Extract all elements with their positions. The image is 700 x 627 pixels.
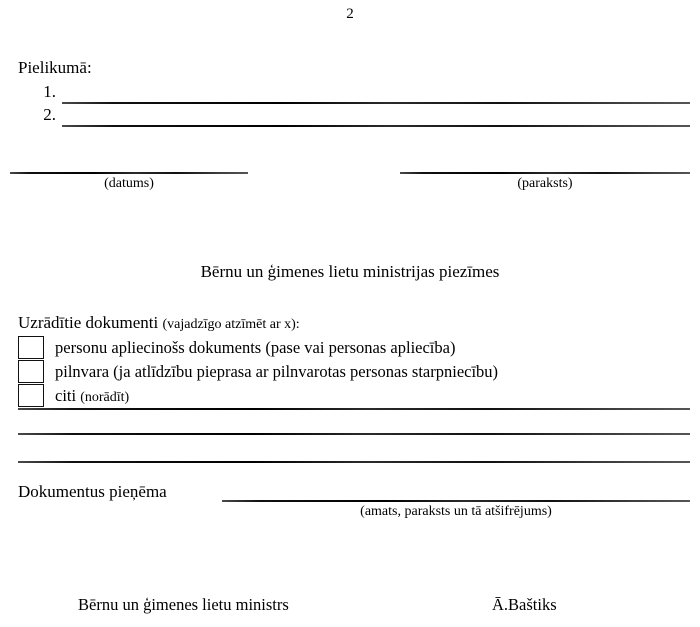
documents-label-row: [18, 313, 300, 333]
attachment-line-2[interactable]: [62, 125, 690, 127]
attachment-number-2: 2.: [43, 105, 56, 124]
checkbox-power-of-attorney[interactable]: [18, 360, 44, 383]
minister-title: Bērnu un ģimenes lietu ministrs: [78, 595, 289, 614]
attachments-label: Pielikumā:: [18, 58, 92, 77]
minister-name: Ā.Baštiks: [492, 595, 557, 614]
documents-hint: (vajadzīgo atzīmēt ar x):: [162, 317, 300, 332]
other-documents-line-1[interactable]: [18, 408, 690, 410]
checkbox-label-other: citi: [55, 386, 81, 405]
attachment-line-1[interactable]: [62, 102, 690, 104]
date-line[interactable]: [10, 172, 248, 174]
received-by-caption: (amats, paraksts un tā atšifrējums): [360, 504, 552, 519]
attachment-number-1: 1.: [43, 82, 56, 101]
documents-label: Uzrādītie dokumenti: [18, 313, 159, 332]
checkbox-label-other-hint: (norādīt): [80, 390, 130, 405]
received-by-line[interactable]: [222, 500, 690, 502]
other-documents-line-3[interactable]: [18, 461, 690, 463]
checkbox-label-other-row: [55, 386, 129, 406]
received-by-label: Dokumentus pieņēma: [18, 482, 167, 501]
checkbox-personal-id-document[interactable]: [18, 336, 44, 359]
signature-line[interactable]: [400, 172, 690, 174]
page-number: 2: [346, 6, 354, 22]
other-documents-line-2[interactable]: [18, 433, 690, 435]
ministry-section-heading: Bērnu un ģimenes lietu ministrijas piezīmes: [200, 262, 500, 281]
date-caption: (datums): [104, 176, 154, 191]
checkbox-label-personal-id-document: personu apliecinošs dokuments (pase vai personas apliecība): [55, 338, 456, 357]
checkbox-other[interactable]: [18, 384, 44, 407]
signature-caption: (paraksts): [517, 176, 573, 191]
checkbox-label-power-of-attorney: pilnvara (ja atlīdzību pieprasa ar pilnvarotas personas starpniecību): [55, 362, 499, 381]
